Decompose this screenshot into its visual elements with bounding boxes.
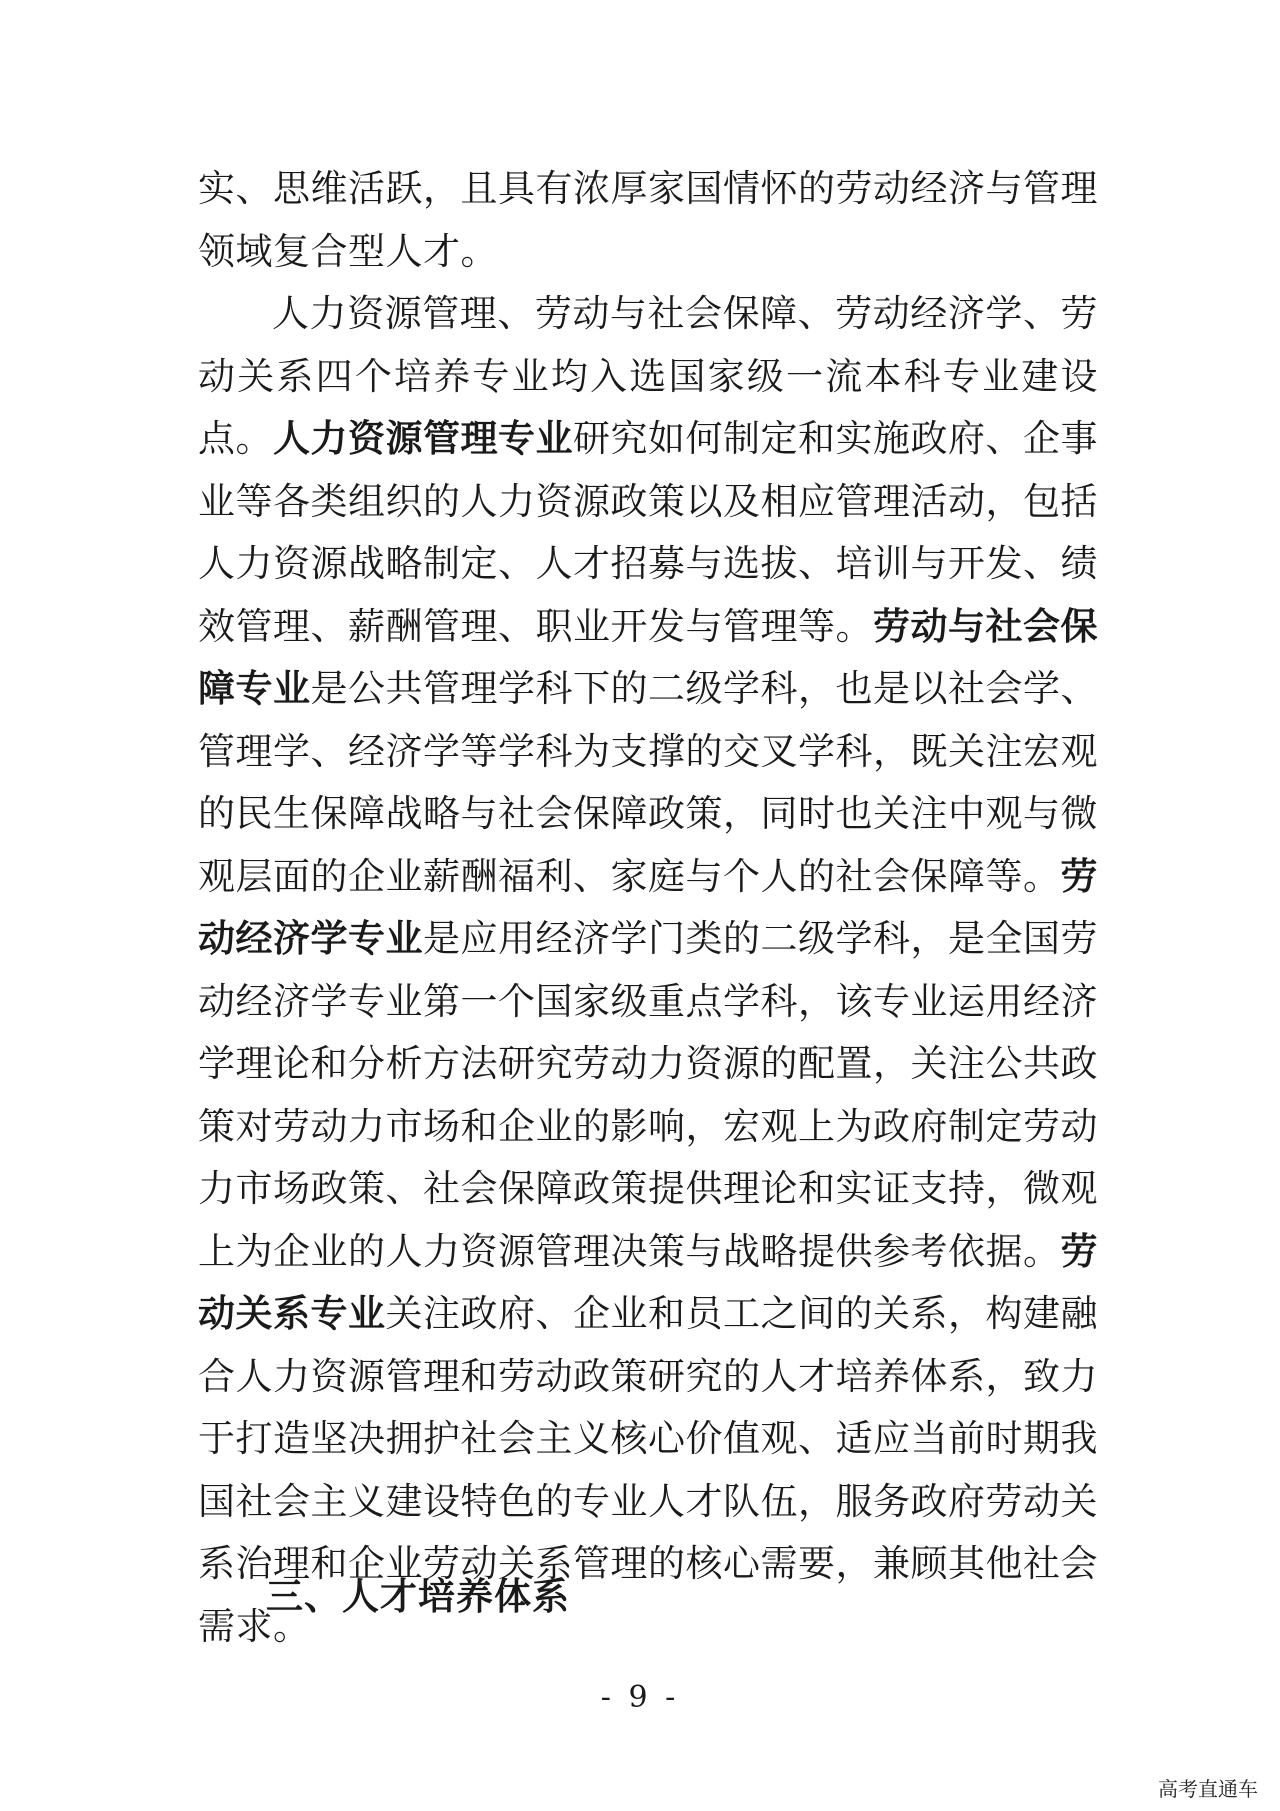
hrm-major-title: 人力资源管理专业: [273, 417, 573, 460]
body-text: [198, 158, 1098, 1658]
le-major-title: 劳动经济学专业: [198, 854, 1098, 960]
le-major-text: 是应用经济学门类的二级学科，是全国劳动经济学专业第一个国家级重点学科，该专业运用经济学理论和分析方法研究劳动力资源的配置，关注公共政策对劳动力市场和企业的影响，宏观上为政府制定劳动力市场政策、社会保障政策提供理论和实证支持，微观上为企业的人力资源管理决策与战略提供参考依据。: [198, 917, 1098, 1273]
page-number: - 9 -: [600, 1680, 680, 1715]
hrm-major-text: 研究如何制定和实施政府、企事业等各类组织的人力资源政策以及相应管理活动，包括人力资源战略制定、人才招募与选拔、培训与开发、绩效管理、薪酬管理、职业开发与管理等。: [198, 417, 1098, 648]
lr-major-title: 劳动关系专业: [198, 1229, 1098, 1335]
paragraph-majors: [198, 283, 1098, 1658]
lr-major-text: 关注政府、企业和员工之间的关系，构建融合人力资源管理和劳动政策研究的人才培养体系，致力于打造坚决拥护社会主义核心价值观、适应当前时期我国社会主义建设特色的专业人才队伍，服务政府劳动关系治理和企业劳动关系管理的核心需要，兼顾其他社会需求。: [198, 1292, 1098, 1648]
majors-intro: 人力资源管理、劳动与社会保障、劳动经济学、劳动关系四个培养专业均入选国家级一流本科专业建设点。: [198, 292, 1098, 460]
watermark: 高考直通车: [1158, 1777, 1258, 1801]
section-heading: 三、人才培养体系: [266, 1575, 570, 1618]
lss-major-title: 劳动与社会保障专业: [198, 604, 1098, 710]
paragraph-continuation: 实、思维活跃，且具有浓厚家国情怀的劳动经济与管理领域复合型人才。: [198, 167, 1098, 273]
lss-major-text: 是公共管理学科下的二级学科，也是以社会学、管理学、经济学等学科为支撑的交叉学科，既关注宏观的民生保障战略与社会保障政策，同时也关注中观与微观层面的企业薪酬福利、家庭与个人的社会保障等。: [198, 667, 1098, 898]
